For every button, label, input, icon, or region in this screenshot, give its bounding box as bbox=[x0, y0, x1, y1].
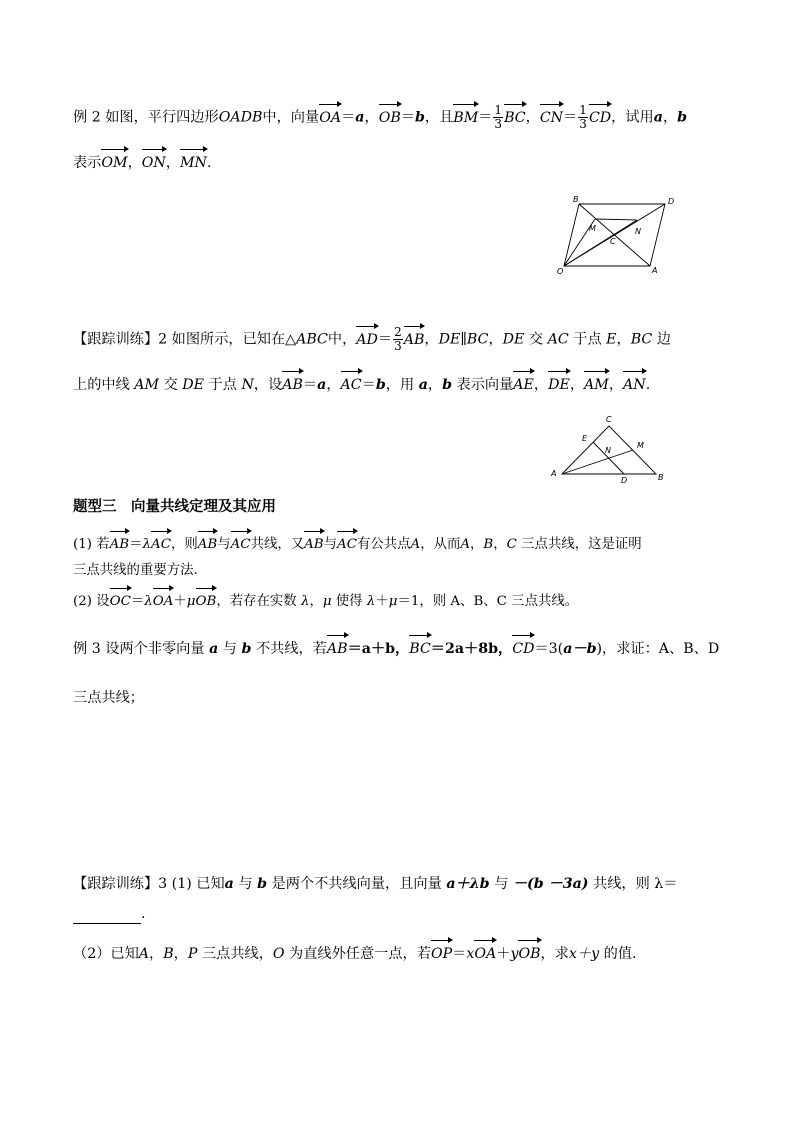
vector: BC bbox=[504, 109, 526, 126]
text: ＝ bbox=[341, 109, 356, 126]
denominator: 3 bbox=[394, 339, 402, 353]
text: λ bbox=[142, 537, 152, 552]
text: ， bbox=[493, 537, 507, 552]
text: 共线，又 bbox=[250, 537, 305, 552]
text: ， bbox=[149, 946, 164, 962]
label-d: D bbox=[621, 476, 628, 485]
text: 表示 bbox=[73, 155, 102, 171]
track2-line2 bbox=[73, 375, 650, 395]
label-a: A bbox=[551, 469, 557, 478]
label-m: M bbox=[637, 441, 644, 450]
text: AC bbox=[547, 331, 569, 348]
text: 于点 bbox=[208, 377, 237, 393]
text: λ bbox=[366, 594, 376, 609]
text: ， bbox=[533, 377, 549, 393]
text: ＝3( bbox=[534, 641, 564, 657]
text: b bbox=[677, 109, 688, 126]
vector: BM bbox=[453, 109, 479, 126]
text: 于点 bbox=[573, 331, 602, 348]
text: ， bbox=[127, 155, 142, 171]
numerator: 1 bbox=[494, 103, 503, 117]
parallelogram-figure bbox=[553, 192, 685, 280]
text: λ bbox=[144, 594, 153, 609]
numerator: 2 bbox=[394, 325, 402, 339]
text: ， bbox=[525, 109, 540, 126]
track2-line1 bbox=[73, 326, 671, 353]
text: b bbox=[375, 377, 386, 393]
text: . bbox=[206, 155, 212, 171]
text: OADB bbox=[218, 109, 263, 126]
text: A bbox=[138, 946, 150, 962]
text: b bbox=[414, 109, 425, 126]
text: a bbox=[224, 876, 234, 892]
text: b bbox=[241, 641, 252, 657]
text: ， bbox=[424, 331, 439, 348]
vector: OB bbox=[196, 592, 217, 612]
text: ，且 bbox=[424, 109, 454, 126]
text: C bbox=[506, 537, 517, 552]
vector: CD bbox=[512, 641, 535, 657]
text: ＝ bbox=[130, 594, 145, 609]
text: 交 bbox=[163, 377, 178, 393]
example2-line2 bbox=[73, 153, 211, 173]
text: ABC bbox=[296, 331, 328, 348]
vector: OA bbox=[474, 946, 497, 962]
text: a bbox=[209, 641, 219, 657]
vector: AC bbox=[340, 377, 362, 393]
text: (2) 设 bbox=[73, 594, 110, 609]
text: 与 bbox=[494, 876, 509, 892]
fraction bbox=[578, 104, 588, 131]
text: 上的中线 bbox=[73, 377, 130, 393]
text: 与 bbox=[323, 537, 338, 552]
vector: MN bbox=[180, 155, 207, 171]
vector: ON bbox=[141, 155, 166, 171]
text: 使得 bbox=[335, 594, 363, 609]
text: 表示向量 bbox=[456, 377, 514, 393]
vector: AN bbox=[623, 377, 646, 393]
text: B bbox=[163, 946, 174, 962]
text: ，则 bbox=[170, 537, 198, 552]
text: a bbox=[355, 109, 365, 126]
text: ＝a＋b， bbox=[347, 641, 410, 657]
vector: DE bbox=[548, 377, 570, 393]
track3-line2 bbox=[73, 944, 637, 964]
text: －(b －3a) bbox=[512, 876, 589, 892]
vector: AB bbox=[304, 535, 324, 555]
text: b bbox=[442, 377, 453, 393]
text: A bbox=[460, 537, 471, 552]
text: B bbox=[483, 537, 494, 552]
text: 交 bbox=[528, 331, 544, 348]
fraction bbox=[393, 326, 403, 353]
text: μ bbox=[186, 594, 196, 609]
text: O bbox=[272, 946, 285, 962]
denominator: 3 bbox=[579, 117, 587, 131]
numerator: 1 bbox=[579, 103, 587, 117]
text: ， bbox=[616, 331, 631, 348]
text: a＋λb bbox=[446, 876, 490, 892]
vector: OB bbox=[378, 109, 401, 126]
example3-line2: 三点共线； bbox=[73, 690, 144, 706]
label-n: N bbox=[605, 446, 611, 455]
text: μ bbox=[322, 594, 332, 609]
text: ＝ bbox=[302, 377, 318, 393]
vector: OB bbox=[518, 946, 541, 962]
text: ＝ bbox=[478, 109, 493, 126]
vector: AB bbox=[326, 641, 348, 657]
text: ， bbox=[488, 331, 503, 348]
text: E bbox=[606, 331, 617, 348]
vector: AC bbox=[337, 535, 357, 555]
text: b bbox=[257, 876, 268, 892]
text: 不共线，若 bbox=[255, 641, 327, 657]
vector: AM bbox=[584, 377, 609, 393]
text: ，试用 bbox=[611, 109, 654, 126]
section3-item1-line1 bbox=[73, 535, 642, 555]
text: 【跟踪训练】3 (1) 已知 bbox=[73, 876, 225, 892]
text: ＝ bbox=[563, 109, 578, 126]
denominator: 3 bbox=[494, 117, 503, 131]
label-e: E bbox=[582, 434, 588, 443]
text: （2）已知 bbox=[73, 946, 139, 962]
vector: AC bbox=[231, 535, 251, 555]
text: ，用 bbox=[385, 377, 415, 393]
vector: AB bbox=[198, 535, 218, 555]
text: ， bbox=[165, 155, 181, 171]
label-c: C bbox=[610, 237, 616, 246]
text: 有公共点 bbox=[356, 537, 411, 552]
vector: AB bbox=[403, 331, 425, 348]
triangle-figure bbox=[545, 410, 673, 486]
text: 中，向量 bbox=[262, 109, 320, 126]
text: 与 bbox=[222, 641, 237, 657]
text: (1) 若 bbox=[73, 537, 110, 552]
text: 是两个不共线向量，且向量 bbox=[271, 876, 442, 892]
text: ＝ bbox=[361, 377, 376, 393]
text: DE bbox=[182, 377, 205, 393]
text: 边 bbox=[656, 331, 671, 348]
text: ， bbox=[470, 537, 484, 552]
label-p: P bbox=[187, 946, 198, 962]
text: a bbox=[653, 109, 663, 126]
text: ，求 bbox=[540, 946, 569, 962]
text: ， bbox=[427, 377, 443, 393]
vector: CD bbox=[588, 109, 612, 126]
text: 例 2 如图，平行四边形 bbox=[73, 109, 219, 126]
fraction bbox=[493, 104, 503, 131]
label-c: C bbox=[606, 415, 612, 424]
label-m: M bbox=[589, 224, 596, 233]
text: DE bbox=[502, 331, 525, 348]
text: ＝1，则 A、B、C 三点共线。 bbox=[397, 594, 579, 609]
vector: AE bbox=[513, 377, 534, 393]
text: N bbox=[241, 377, 254, 393]
section3-item1-line2: 三点共线的重要方法. bbox=[73, 563, 198, 578]
text: ， bbox=[326, 377, 341, 393]
label-a: A bbox=[652, 266, 658, 275]
text: BC bbox=[630, 331, 653, 348]
text: ，从而 bbox=[420, 537, 461, 552]
track3-blank-line bbox=[73, 904, 146, 924]
vector: CN bbox=[539, 109, 564, 126]
text: A bbox=[410, 537, 421, 552]
vector: OM bbox=[101, 155, 128, 171]
vector: OA bbox=[319, 109, 342, 126]
vector: AB bbox=[282, 377, 303, 393]
vector: AD bbox=[356, 331, 378, 348]
text: x＋y bbox=[568, 946, 600, 962]
text: ＝2a＋8b， bbox=[430, 641, 513, 657]
text: ，若存在实数 bbox=[216, 594, 297, 609]
text: DE∥BC bbox=[438, 331, 489, 348]
text: 中， bbox=[327, 331, 357, 348]
vector: AB bbox=[110, 535, 130, 555]
text: ＝ bbox=[129, 537, 143, 552]
text: AM bbox=[134, 377, 160, 393]
text: y bbox=[510, 946, 519, 962]
label-n: N bbox=[635, 227, 641, 236]
track3-line1 bbox=[73, 874, 678, 894]
text: 与 bbox=[217, 537, 231, 552]
text: x bbox=[466, 946, 475, 962]
text: a bbox=[317, 377, 327, 393]
text: 【跟踪训练】2 如图所示，已知在△ bbox=[73, 331, 297, 348]
text: a bbox=[418, 377, 428, 393]
text: λ bbox=[300, 594, 310, 609]
text: μ bbox=[388, 594, 398, 609]
text: ，设 bbox=[253, 377, 283, 393]
text: )，求证：A、B、D bbox=[596, 641, 720, 657]
text: ＝ bbox=[452, 946, 467, 962]
text: 为直线外任意一点，若 bbox=[289, 946, 431, 962]
text: ＋ bbox=[173, 594, 187, 609]
section3-item2 bbox=[73, 592, 578, 612]
answer-blank[interactable] bbox=[73, 909, 141, 924]
label-o: O bbox=[557, 267, 564, 276]
label-d: D bbox=[668, 197, 675, 206]
segment-on bbox=[564, 220, 637, 266]
text: ， bbox=[364, 109, 379, 126]
text: 三点共线， bbox=[201, 946, 273, 962]
segment-mn bbox=[595, 219, 637, 220]
text: ＝ bbox=[377, 331, 393, 348]
text: 的值. bbox=[603, 946, 637, 962]
vector: OC bbox=[110, 592, 131, 612]
text: a－b bbox=[563, 641, 597, 657]
median-am bbox=[562, 450, 633, 474]
vector: OP bbox=[430, 946, 453, 962]
text: ＋ bbox=[375, 594, 389, 609]
text: ， bbox=[569, 377, 585, 393]
text: ， bbox=[662, 109, 678, 126]
section3-title: 题型三 向量共线定理及其应用 bbox=[73, 499, 276, 515]
text: ， bbox=[173, 946, 188, 962]
text: 例 3 设两个非零向量 bbox=[73, 641, 205, 657]
vector: BC bbox=[409, 641, 431, 657]
example3-line1 bbox=[73, 639, 719, 659]
vector: AC bbox=[151, 535, 171, 555]
label-b: B bbox=[658, 473, 664, 482]
vector: OA bbox=[153, 592, 174, 612]
text: . bbox=[141, 906, 146, 922]
text: 共线，则 λ＝ bbox=[593, 876, 678, 892]
text: . bbox=[645, 377, 651, 393]
text: 与 bbox=[238, 876, 253, 892]
text: ＝ bbox=[400, 109, 415, 126]
text: ＋ bbox=[496, 946, 511, 962]
example2-line1 bbox=[73, 104, 687, 131]
text: ， bbox=[608, 377, 624, 393]
label-b: B bbox=[573, 195, 579, 204]
text: 三点共线，这是证明 bbox=[521, 537, 642, 552]
text: ， bbox=[309, 594, 323, 609]
